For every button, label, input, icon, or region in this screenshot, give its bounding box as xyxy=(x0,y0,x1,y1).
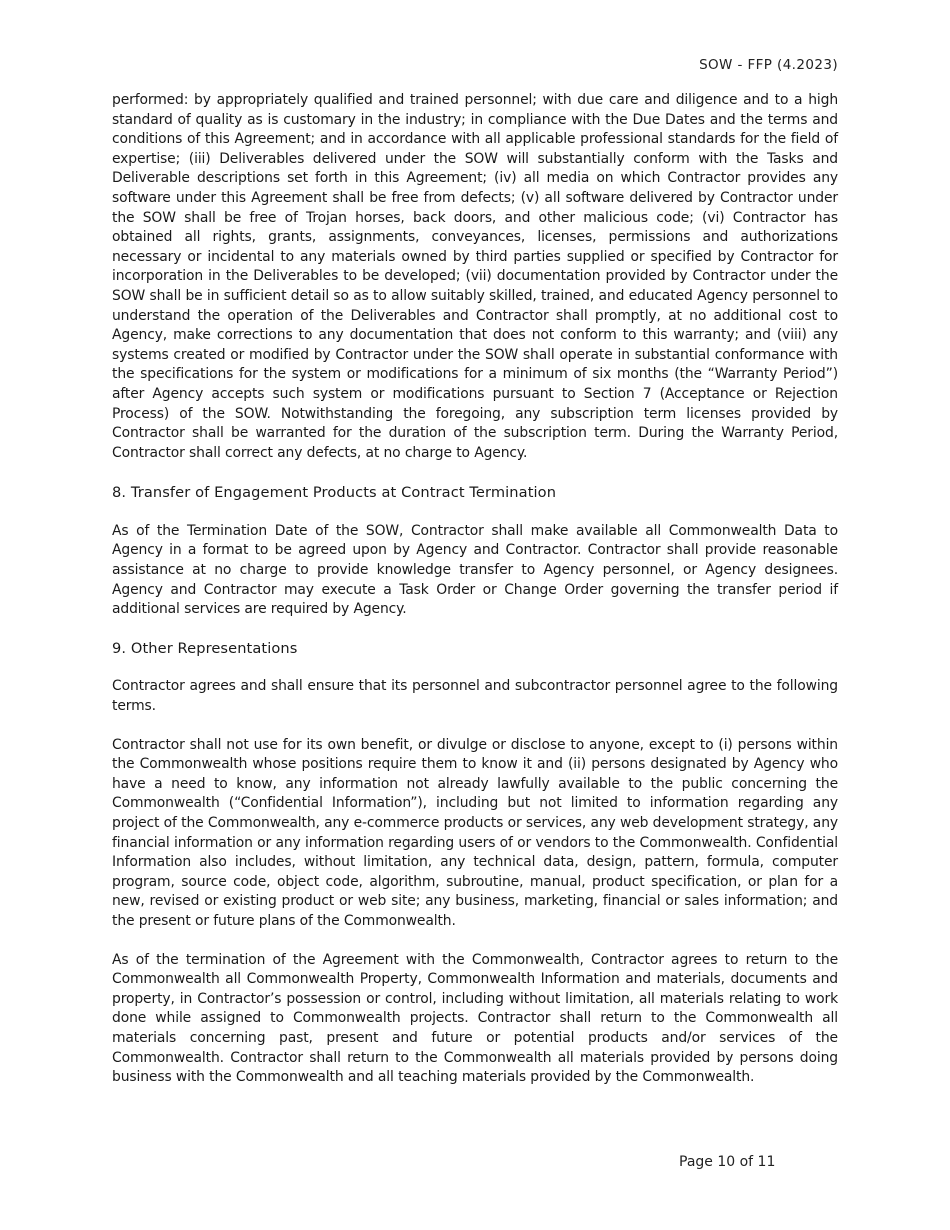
section-8-paragraph: As of the Termination Date of the SOW, Contractor shall make available all Commonwealth Data to Agency in a format to be agreed upon by Agency and Contractor. Contractor shall provide reasonable assistance at no charge to provide knowledge transfer to Agency personnel, or Agency designees. Agency and Contractor may execute a Task Order or Change Order governing the transfer period if additional services are required by Agency. xyxy=(112,522,838,618)
return-materials-paragraph: As of the termination of the Agreement with the Commonwealth, Contractor agrees to return to the Commonwealth all Commonwealth Property, Commonwealth Information and materials, documents and property, in Contractor’s possession or control, including without limitation, all materials relating to work done while assigned to Commonwealth projects. Contractor shall return to the Commonwealth all materials concerning past, present and future or potential products and/or services of the Commonwealth. Contractor shall return to the Commonwealth all materials provided by persons doing business with the Commonwealth and all teaching materials provided by the Commonwealth. xyxy=(112,951,838,1086)
section-9-heading: 9. Other Representations xyxy=(112,639,298,657)
page-number: Page 10 of 11 xyxy=(679,1154,776,1170)
confidential-info-paragraph: Contractor shall not use for its own benefit, or divulge or disclose to anyone, except to (i) persons within the Commonwealth whose positions require them to know it and (ii) persons designated by Agency who have a need to know, any information not already lawfully available to the public concerning the Commonwealth (“Confidential Information”), including but not limited to information regarding any project of the Commonwealth, any e-commerce products or services, any web development strategy, any financial information or any information regarding users of or vendors to the Commonwealth. Confidential Information also includes, without limitation, any technical data, design, pattern, formula, computer program, source code, object code, algorithm, subroutine, manual, product specification, or plan for a new, revised or existing product or web site; any business, marketing, financial or sales information; and the present or future plans of the Commonwealth. xyxy=(112,736,838,929)
header-doc-id: SOW - FFP (4.2023) xyxy=(699,57,838,73)
document-body xyxy=(112,91,838,1088)
section-9-intro-paragraph: Contractor agrees and shall ensure that its personnel and subcontractor personnel agree to the following terms. xyxy=(112,678,838,715)
warranty-paragraph: performed: by appropriately qualified and trained personnel; with due care and diligence and to a high standard of quality as is customary in the industry; in compliance with the Due Dates and the terms and conditions of this Agreement; and in accordance with all applicable professional standards for the field of expertise; (iii) Deliverables delivered under the SOW will substantially conform with the Tasks and Deliverable descriptions set forth in this Agreement; (iv) all media on which Contractor provides any software under this Agreement shall be free from defects; (v) all software delivered by Contractor under the SOW shall be free of Trojan horses, back doors, and other malicious code; (vi) Contractor has obtained all rights, grants, assignments, conveyances, licenses, permissions and authorizations necessary or incidental to any materials owned by third parties supplied or specified by Contractor for incorporation in the Deliverables to be developed; (vii) documentation provided by Contractor under the SOW shall be in sufficient detail so as to allow suitably skilled, trained, and educated Agency personnel to understand the operation of the Deliverables and Contractor shall promptly, at no additional cost to Agency, make corrections to any documentation that does not conform to this warranty; and (viii) any systems created or modified by Contractor under the SOW shall operate in substantial conformance with the specifications for the system or modifications for a minimum of six months (the “Warranty Period”) after Agency accepts such system or modifications pursuant to Section 7 (Acceptance or Rejection Process) of the SOW. Notwithstanding the foregoing, any subscription term licenses provided by Contractor shall be warranted for the duration of the subscription term. During the Warranty Period, Contractor shall correct any defects, at no charge to Agency. xyxy=(112,92,838,461)
section-8-heading: 8. Transfer of Engagement Products at Contract Termination xyxy=(112,484,557,502)
